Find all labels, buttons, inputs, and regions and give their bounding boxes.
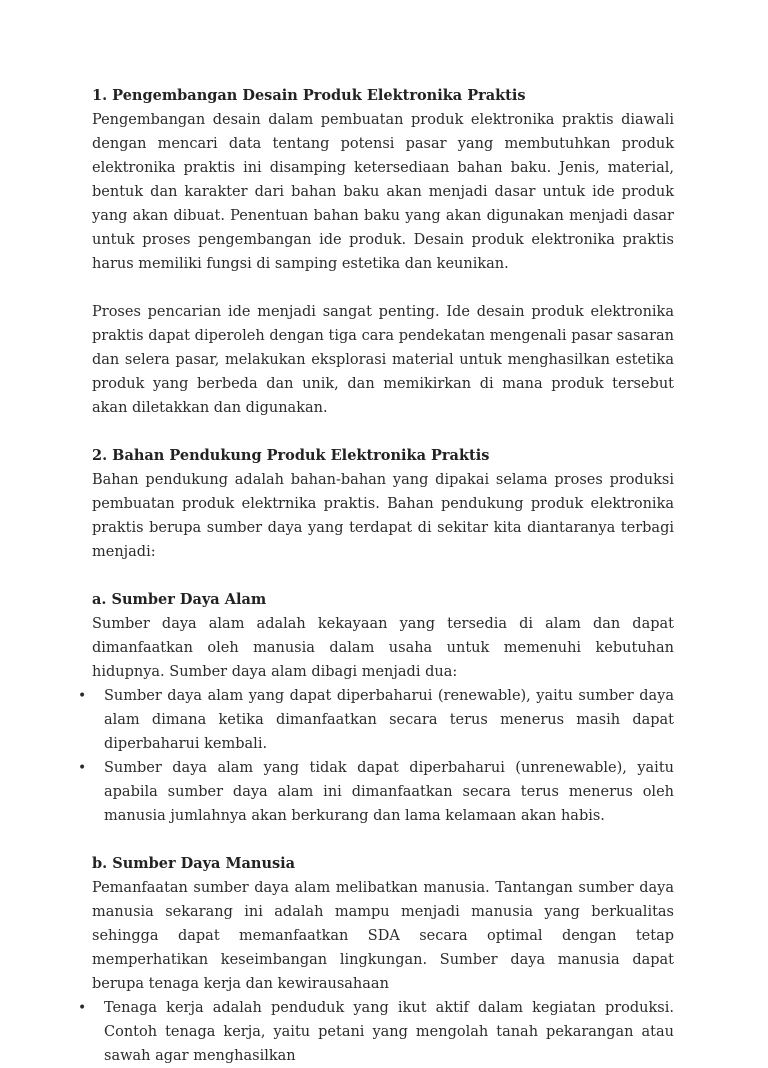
section-1-paragraph-2: Proses pencarian ide menjadi sangat penting. Ide desain produk elektronika praktis dapat diperoleh dengan tiga cara pendekatan mengenali pasar sasaran dan selera pasar, melakukan eksplorasi material untuk menghasilkan estetika produk yang berbeda dan unik, dan memikirkan di mana produk tersebut akan diletakkan dan digunakan. bbox=[92, 304, 674, 416]
section-b-heading: b. Sumber Daya Manusia bbox=[92, 855, 296, 872]
bullet-icon: • bbox=[78, 760, 87, 776]
section-2-paragraph-1: Bahan pendukung adalah bahan-bahan yang dipakai selama proses produksi pembuatan produk elektrnika praktis. Bahan pendukung produk elektronika praktis berupa sumber daya yang terdapat di sekitar kita diantaranya terbagi menjadi: bbox=[92, 472, 674, 560]
section-1-heading: 1. Pengembangan Desain Produk Elektronika Praktis bbox=[92, 87, 526, 104]
bullet-icon: • bbox=[78, 1000, 87, 1016]
list-item-text: Tenaga kerja adalah penduduk yang ikut aktif dalam kegiatan produksi. Contoh tenaga kerja, yaitu petani yang mengolah tanah pekarangan atau sawah agar menghasilkan bbox=[104, 1000, 674, 1064]
section-2-heading: 2. Bahan Pendukung Produk Elektronika Praktis bbox=[92, 447, 490, 464]
paragraph-gap bbox=[92, 276, 674, 300]
paragraph-gap bbox=[92, 420, 674, 444]
list-item-text: Sumber daya alam yang tidak dapat diperbaharui (unrenewable), yaitu apabila sumber daya alam ini dimanfaatkan secara terus menerus oleh manusia jumlahnya akan berkurang dan lama kelamaan akan habis. bbox=[104, 760, 674, 824]
list-item bbox=[78, 684, 674, 756]
section-1-paragraph-1: Pengembangan desain dalam pembuatan produk elektronika praktis diawali dengan mencari data tentang potensi pasar yang membutuhkan produk elektronika praktis ini disamping ketersediaan bahan baku. Jenis, material, bentuk dan karakter dari bahan baku akan menjadi dasar untuk ide produk yang akan dibuat. Penentuan bahan baku yang akan digunakan menjadi dasar untuk proses pengembangan ide produk. Desain produk elektronika praktis harus memiliki fungsi di samping estetika dan keunikan. bbox=[92, 112, 674, 272]
bullet-icon: • bbox=[78, 688, 87, 704]
paragraph-gap bbox=[92, 828, 674, 852]
section-a-heading: a. Sumber Daya Alam bbox=[92, 591, 267, 608]
section-b-bullet-list bbox=[78, 996, 674, 1068]
section-a-bullet-list bbox=[78, 684, 674, 828]
list-item bbox=[78, 996, 674, 1068]
list-item bbox=[78, 756, 674, 828]
list-item-text: Sumber daya alam yang dapat diperbaharui (renewable), yaitu sumber daya alam dimana ketika dimanfaatkan secara terus menerus masih dapat diperbaharui kembali. bbox=[104, 688, 674, 752]
document-page bbox=[78, 84, 674, 1068]
section-b-paragraph-1: Pemanfaatan sumber daya alam melibatkan manusia. Tantangan sumber daya manusia sekarang ini adalah mampu menjadi manusia yang berkualitas sehingga dapat memanfaatkan SDA secara optimal dengan tetap memperhatikan keseimbangan lingkungan. Sumber daya manusia dapat berupa tenaga kerja dan kewirausahaan bbox=[92, 880, 674, 992]
paragraph-gap bbox=[92, 564, 674, 588]
section-a-paragraph-1: Sumber daya alam adalah kekayaan yang tersedia di alam dan dapat dimanfaatkan oleh manusia dalam usaha untuk memenuhi kebutuhan hidupnya. Sumber daya alam dibagi menjadi dua: bbox=[92, 616, 674, 680]
